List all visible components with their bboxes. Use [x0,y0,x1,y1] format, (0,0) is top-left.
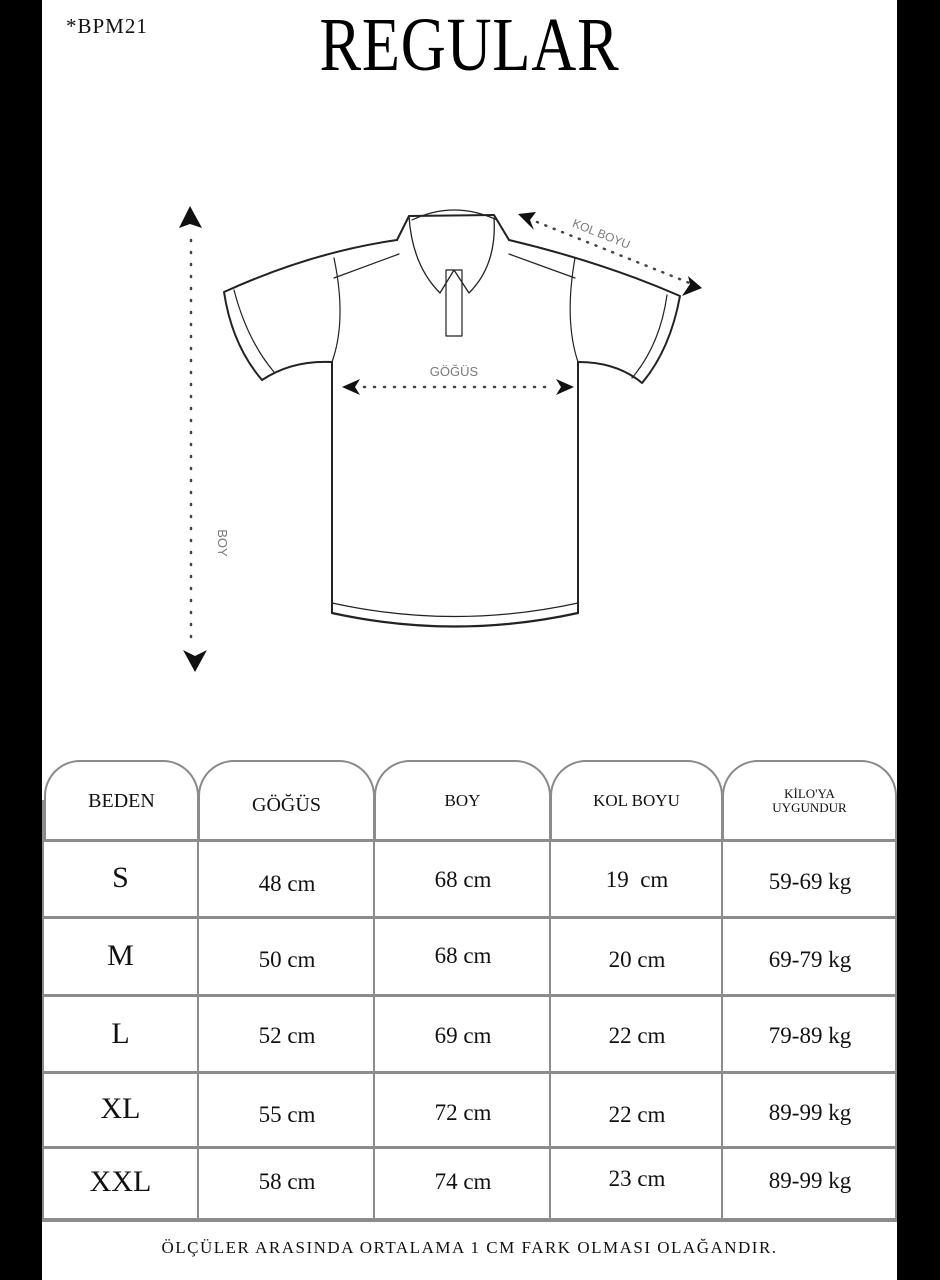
header-weight: KİLO'YA UYGUNDUR [722,760,897,840]
cell-size: S [112,861,129,894]
cell-weight: 79-89 kg [768,1023,852,1048]
cell-size: M [107,939,134,972]
arrow-left-icon [518,212,536,230]
cell-chest: 55 cm [258,1102,316,1127]
arrow-left-icon [342,379,360,395]
arrow-down-icon [183,650,207,672]
cell-sleeve: 22 cm [608,1102,666,1127]
product-code: *BPM21 [66,14,148,38]
cell-length: 72 cm [434,1100,492,1125]
header-sleeve: KOL BOYU [550,760,723,840]
cell-size: XXL [89,1165,152,1198]
cell-size: XL [100,1092,141,1125]
cell-size: L [111,1017,130,1050]
cell-chest: 52 cm [258,1023,316,1048]
cell-weight: 89-99 kg [768,1168,852,1193]
cell-length: 68 cm [434,867,492,892]
sleeve-length-label: KOL BOYU [570,215,633,252]
sleeve-length-arrow [518,212,702,296]
chest-label: GÖĞÜS [429,364,479,379]
cell-length: 74 cm [434,1169,492,1194]
arrow-right-icon [682,276,702,296]
polo-shirt-outline-icon [224,210,680,627]
cell-weight: 59-69 kg [768,869,852,894]
cell-weight: 69-79 kg [768,947,852,972]
arrow-up-icon [179,206,202,228]
chest-arrow [342,379,574,395]
length-arrow [179,206,207,672]
row-divider [42,1218,897,1222]
header-size: BEDEN [44,760,199,840]
arrow-right-icon [556,379,574,395]
cell-weight: 89-99 kg [768,1100,852,1125]
cell-chest: 50 cm [258,947,316,972]
cell-chest: 58 cm [258,1169,316,1194]
header-length: BOY [374,760,551,840]
header-chest: GÖĞÜS [198,760,375,840]
length-label: BOY [215,529,230,557]
cell-sleeve: 22 cm [608,1023,666,1048]
polo-shirt-diagram [42,0,897,700]
cell-length: 68 cm [434,943,492,968]
cell-sleeve: 20 cm [608,947,666,972]
cell-sleeve: 23 cm [608,1166,666,1191]
fit-title: REGULAR [319,3,620,87]
cell-length: 69 cm [434,1023,492,1048]
measurement-note: ÖLÇÜLER ARASINDA ORTALAMA 1 CM FARK OLMASI OLAĞANDIR. [161,1238,778,1257]
size-chart-page [42,0,897,1280]
cell-chest: 48 cm [258,871,316,896]
cell-sleeve: 19 cm [605,867,669,892]
